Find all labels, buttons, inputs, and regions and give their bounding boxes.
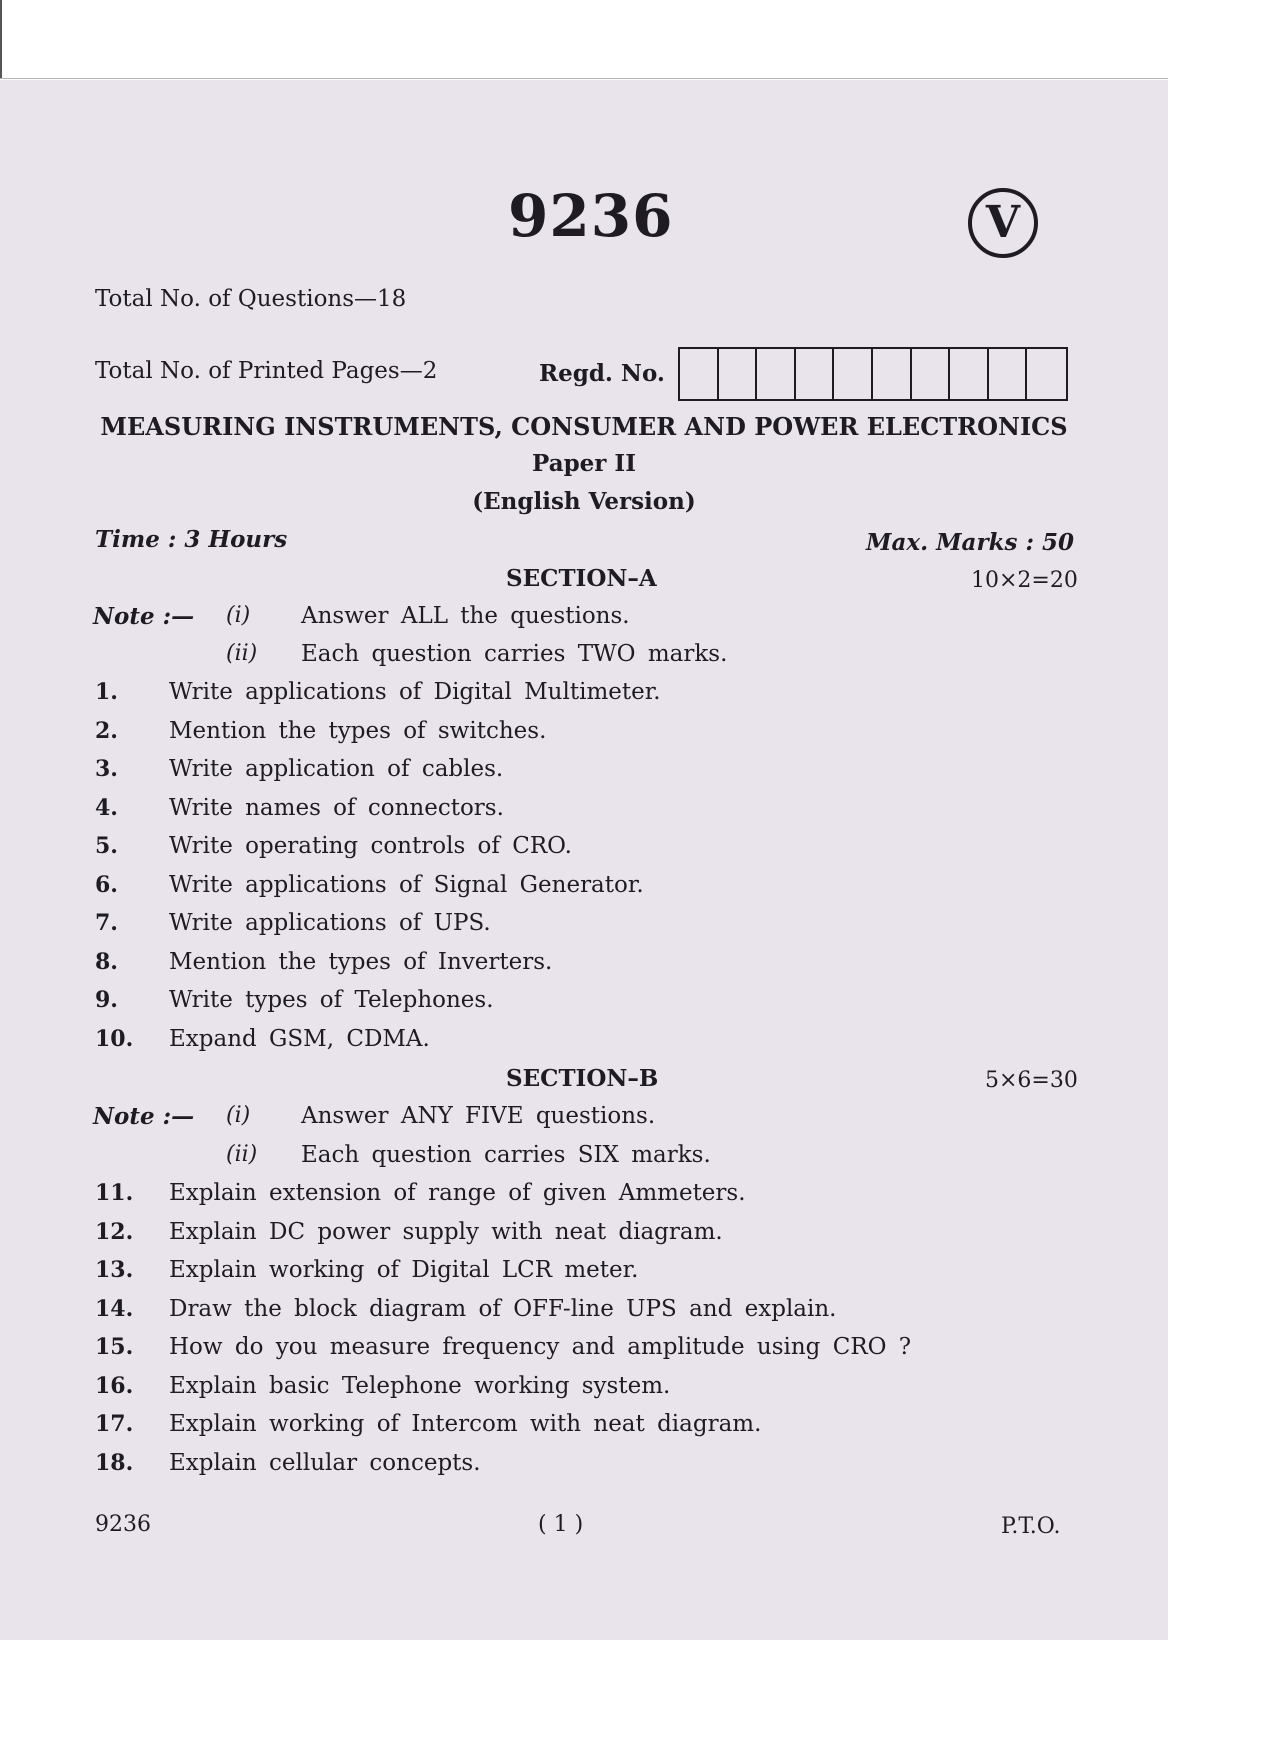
version-mark: V bbox=[968, 188, 1038, 258]
page-number: ( 1 ) bbox=[538, 1512, 584, 1537]
regd-digit-box[interactable] bbox=[834, 349, 873, 399]
regd-digit-box[interactable] bbox=[989, 349, 1028, 399]
paper-number: Paper II bbox=[532, 450, 636, 477]
question-number: 5. bbox=[95, 833, 118, 859]
note-text: Each question carries TWO marks. bbox=[301, 641, 728, 667]
question-number: 11. bbox=[95, 1180, 134, 1206]
regd-digit-box[interactable] bbox=[757, 349, 796, 399]
time-allowed: Time : 3 Hours bbox=[95, 526, 288, 553]
exam-paper bbox=[0, 80, 1168, 1640]
pto-label: P.T.O. bbox=[1001, 1514, 1061, 1539]
question-number: 17. bbox=[95, 1411, 134, 1437]
question-text: Explain cellular concepts. bbox=[169, 1450, 481, 1476]
question-number: 13. bbox=[95, 1257, 134, 1283]
paper-code: 9236 bbox=[508, 182, 674, 250]
regd-digit-box[interactable] bbox=[912, 349, 951, 399]
total-questions: Total No. of Questions—18 bbox=[95, 286, 407, 312]
question-text: Explain extension of range of given Ammeters. bbox=[169, 1180, 746, 1206]
question-number: 2. bbox=[95, 718, 118, 744]
regd-digit-box[interactable] bbox=[950, 349, 989, 399]
question-text: Write names of connectors. bbox=[169, 795, 504, 821]
question-text: Write operating controls of CRO. bbox=[169, 833, 572, 859]
section-a-title: SECTION–A bbox=[506, 565, 657, 592]
question-text: Write applications of UPS. bbox=[169, 910, 491, 936]
note-number: (i) bbox=[226, 603, 251, 628]
question-text: Write applications of Digital Multimeter. bbox=[169, 679, 661, 705]
question-text: Explain basic Telephone working system. bbox=[169, 1373, 671, 1399]
question-number: 10. bbox=[95, 1026, 134, 1052]
version-label: (English Version) bbox=[472, 488, 696, 515]
note-text: Answer ANY FIVE questions. bbox=[301, 1103, 656, 1129]
question-number: 16. bbox=[95, 1373, 134, 1399]
scan-edge bbox=[0, 0, 2, 78]
question-number: 3. bbox=[95, 756, 118, 782]
regd-digit-box[interactable] bbox=[796, 349, 835, 399]
question-number: 18. bbox=[95, 1450, 134, 1476]
section-b-note-label: Note :— bbox=[93, 1103, 195, 1130]
question-text: How do you measure frequency and amplitude using CRO ? bbox=[169, 1334, 912, 1360]
section-b-marks: 5×6=30 bbox=[985, 1068, 1078, 1093]
question-text: Write applications of Signal Generator. bbox=[169, 872, 644, 898]
question-number: 14. bbox=[95, 1296, 134, 1322]
question-number: 8. bbox=[95, 949, 118, 975]
note-number: (i) bbox=[226, 1103, 251, 1128]
question-text: Mention the types of Inverters. bbox=[169, 949, 553, 975]
question-text: Write application of cables. bbox=[169, 756, 504, 782]
section-b-title: SECTION–B bbox=[506, 1065, 659, 1092]
note-text: Each question carries SIX marks. bbox=[301, 1142, 711, 1168]
question-number: 4. bbox=[95, 795, 118, 821]
regd-label: Regd. No. bbox=[539, 360, 665, 387]
section-a-marks: 10×2=20 bbox=[971, 568, 1078, 593]
section-a-note-label: Note :— bbox=[93, 603, 195, 630]
question-number: 6. bbox=[95, 872, 118, 898]
note-number: (ii) bbox=[226, 1142, 258, 1167]
regd-digit-box[interactable] bbox=[1027, 349, 1066, 399]
total-pages: Total No. of Printed Pages—2 bbox=[95, 358, 438, 384]
note-text: Answer ALL the questions. bbox=[301, 603, 630, 629]
question-number: 15. bbox=[95, 1334, 134, 1360]
question-text: Mention the types of switches. bbox=[169, 718, 547, 744]
scan-edge bbox=[0, 78, 1168, 79]
question-number: 1. bbox=[95, 679, 118, 705]
question-text: Explain working of Intercom with neat diagram. bbox=[169, 1411, 762, 1437]
regd-digit-box[interactable] bbox=[680, 349, 719, 399]
question-text: Explain DC power supply with neat diagram. bbox=[169, 1219, 723, 1245]
question-number: 7. bbox=[95, 910, 118, 936]
regd-digit-box[interactable] bbox=[719, 349, 758, 399]
footer-code: 9236 bbox=[95, 1512, 151, 1537]
question-text: Expand GSM, CDMA. bbox=[169, 1026, 430, 1052]
question-text: Explain working of Digital LCR meter. bbox=[169, 1257, 639, 1283]
regd-digit-box[interactable] bbox=[873, 349, 912, 399]
question-text: Draw the block diagram of OFF-line UPS and explain. bbox=[169, 1296, 837, 1322]
question-number: 12. bbox=[95, 1219, 134, 1245]
max-marks: Max. Marks : 50 bbox=[866, 529, 1074, 556]
regd-number-boxes[interactable] bbox=[678, 347, 1068, 401]
note-number: (ii) bbox=[226, 641, 258, 666]
question-number: 9. bbox=[95, 987, 118, 1013]
subject-title: MEASURING INSTRUMENTS, CONSUMER AND POWER ELECTRONICS bbox=[100, 412, 1068, 441]
question-text: Write types of Telephones. bbox=[169, 987, 494, 1013]
